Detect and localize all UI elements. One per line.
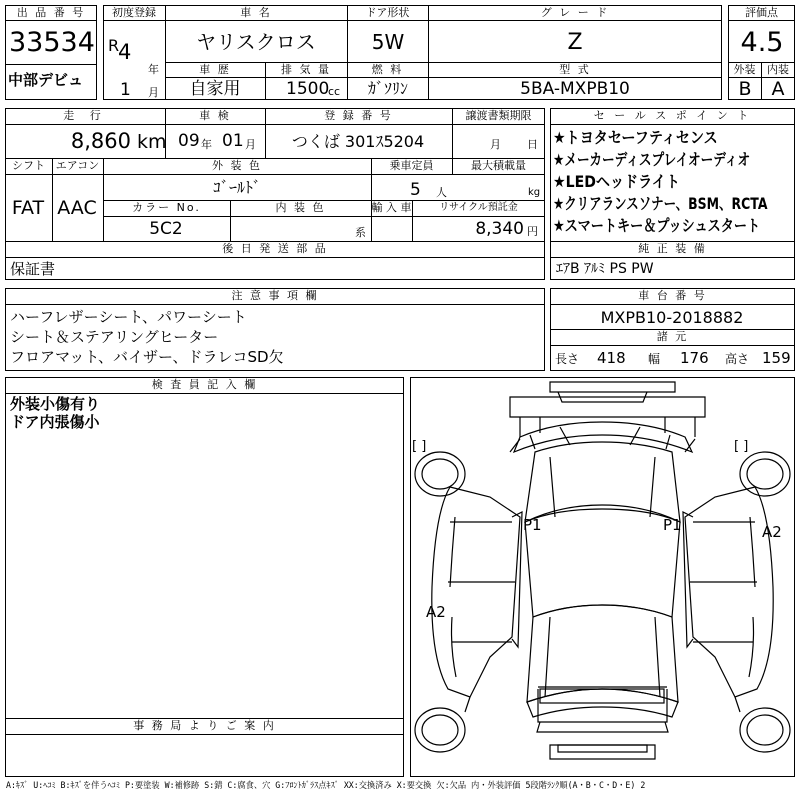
bracket-right: [ ]: [734, 439, 749, 454]
fuel-label: 燃 料: [371, 63, 404, 76]
displacement-label: 排 気 量: [281, 63, 331, 76]
capacity-unit: 人: [436, 186, 447, 199]
inspector-label: 検 査 員 記 入 欄: [151, 378, 258, 391]
note-line: フロアマット、バイザー、ドラレコSD欠: [10, 348, 284, 366]
recycle-fee-unit: 円: [527, 225, 538, 238]
equipment: ｴｱB ｱﾙﾐ PS PW: [556, 261, 654, 277]
damage-mark-a2-right: A2: [762, 523, 782, 541]
capacity: 5: [410, 180, 421, 200]
grade-label: グ レ ー ド: [540, 6, 610, 19]
deferred-parts-label: 後 日 発 送 部 品: [222, 242, 328, 255]
score-label: 評価点: [745, 6, 778, 19]
recycle-fee: 8,340: [475, 219, 524, 239]
exterior-grade: B: [738, 78, 752, 100]
exterior-color: ｺﾞｰﾙﾄﾞ: [212, 178, 262, 197]
notes-label: 注 意 事 項 欄: [231, 289, 319, 302]
height: 159: [762, 349, 791, 367]
mileage: 8,860: [70, 129, 131, 153]
interior-color-unit: 系: [355, 226, 366, 239]
registration-month: 1: [120, 80, 131, 100]
sales-point-item: ★スマートキー＆プッシュスタート: [553, 216, 761, 235]
aircon-label: エアコン: [55, 159, 100, 172]
shift-label: シフト: [12, 159, 45, 172]
aircon: AAC: [57, 197, 97, 219]
registration-number-label: 登 録 番 号: [324, 109, 393, 122]
max-load-unit: kg: [528, 187, 541, 198]
chassis-label: 車 台 番 号: [638, 289, 707, 302]
inspector-box: [5, 377, 404, 777]
inspector-line: ドア内張傷小: [10, 413, 100, 431]
fuel: ｶﾞｿﾘﾝ: [367, 79, 409, 98]
interior-label: 内装: [767, 63, 789, 76]
door-type-label: ドア形状: [365, 6, 410, 19]
interior-grade: A: [771, 78, 785, 100]
mileage-unit: km: [137, 131, 167, 153]
debut-label: 中部デビュ: [8, 71, 84, 89]
width-label: 幅: [648, 352, 661, 366]
inspection-year: 09: [178, 131, 200, 151]
inspection-year-unit: 年: [201, 138, 212, 151]
registration-era: R: [108, 36, 120, 55]
width: 176: [680, 349, 709, 367]
lot-number: 33534: [9, 27, 95, 58]
deferred-parts: 保証書: [10, 260, 56, 278]
dimensions-label: 諸 元: [656, 330, 689, 343]
color-no: 5C2: [149, 219, 183, 239]
sales-point-item: ★メーカーディスプレイオーディオ: [553, 150, 751, 169]
capacity-label: 乗車定員: [389, 159, 434, 172]
recycle-label: リサイクル預託金: [439, 202, 518, 213]
note-line: シート＆ステアリングヒーター: [10, 328, 219, 346]
grade: Z: [567, 30, 583, 55]
inspection-month-unit: 月: [245, 138, 256, 151]
exterior-label: 外装: [733, 63, 756, 76]
registration-number: つくば 301ｽ5204: [291, 132, 425, 151]
door-type: 5W: [371, 30, 405, 54]
office-label: 事 務 局 よ り ご 案 内: [133, 719, 276, 732]
max-load-label: 最大積載量: [471, 159, 526, 172]
model-code: 5BA-MXPB10: [520, 79, 630, 99]
inspector-line: 外装小傷有り: [10, 395, 101, 413]
equipment-label: 純 正 装 備: [638, 242, 707, 255]
transfer-deadline-label: 譲渡書類期限: [465, 109, 532, 122]
car-name: ヤリスクロス: [196, 30, 316, 54]
interior-color-label: 内 装 色: [275, 201, 326, 214]
model-code-label: 型 式: [559, 63, 591, 76]
sales-point-item: ★トヨタセーフティセンス: [553, 128, 718, 147]
displacement-unit: cc: [328, 85, 341, 98]
first-registration-label: 初度登録: [112, 6, 156, 19]
transfer-month-unit: 月: [490, 138, 501, 151]
damage-mark-p1-left: P1: [523, 516, 542, 534]
sales-point-item: ★クリアランスソナー、BSM、RCTA: [553, 194, 768, 213]
inspection-label: 車 検: [199, 109, 231, 122]
mileage-label: 走 行: [63, 109, 107, 122]
length: 418: [597, 349, 626, 367]
inspection-month: 01: [222, 131, 244, 151]
color-no-label: カラー No.: [132, 201, 201, 214]
damage-mark-p1-right: P1: [663, 516, 682, 534]
legend: A:ｷｽﾞ U:ﾍｺﾐ B:ｷｽﾞを伴うﾍｺﾐ P:要塗装 W:補修跡 S:錆 C:腐食、穴 G:ﾌﾛﾝﾄｶﾞﾗｽ点ｷｽﾞ XX:交換済み X:要交換 欠:欠品 内・外装評価 5段階ﾗﾝｸ順(A・B・C・D・E) 2: [6, 781, 646, 791]
history-label: 車 歴: [199, 63, 231, 76]
chassis-number: MXPB10-2018882: [600, 308, 744, 327]
height-label: 高さ: [725, 352, 750, 366]
history: 自家用: [189, 79, 241, 99]
score: 4.5: [740, 27, 784, 58]
note-line: ハーフレザーシート、パワーシート: [10, 308, 247, 326]
registration-year: 4: [118, 40, 132, 64]
displacement: 1500: [286, 79, 330, 99]
damage-mark-a2-left: A2: [426, 603, 446, 621]
sales-points-label: セ ー ル ス ポ イ ン ト: [593, 109, 752, 122]
sales-point-item: ★LEDヘッドライト: [553, 172, 680, 191]
exterior-color-label: 外 装 色: [212, 159, 262, 172]
car-name-label: 車 名: [240, 6, 272, 19]
lot-number-label: 出 品 番 号: [16, 6, 86, 19]
shift: FAT: [11, 197, 45, 219]
transfer-day-unit: 日: [527, 138, 538, 151]
car-diagram: [410, 377, 795, 777]
length-label: 長さ: [555, 352, 580, 366]
import-label: 輸 入 車: [371, 201, 412, 214]
registration-year-unit: 年: [148, 63, 159, 76]
bracket-left: [ ]: [412, 439, 427, 454]
registration-month-unit: 月: [148, 86, 159, 99]
